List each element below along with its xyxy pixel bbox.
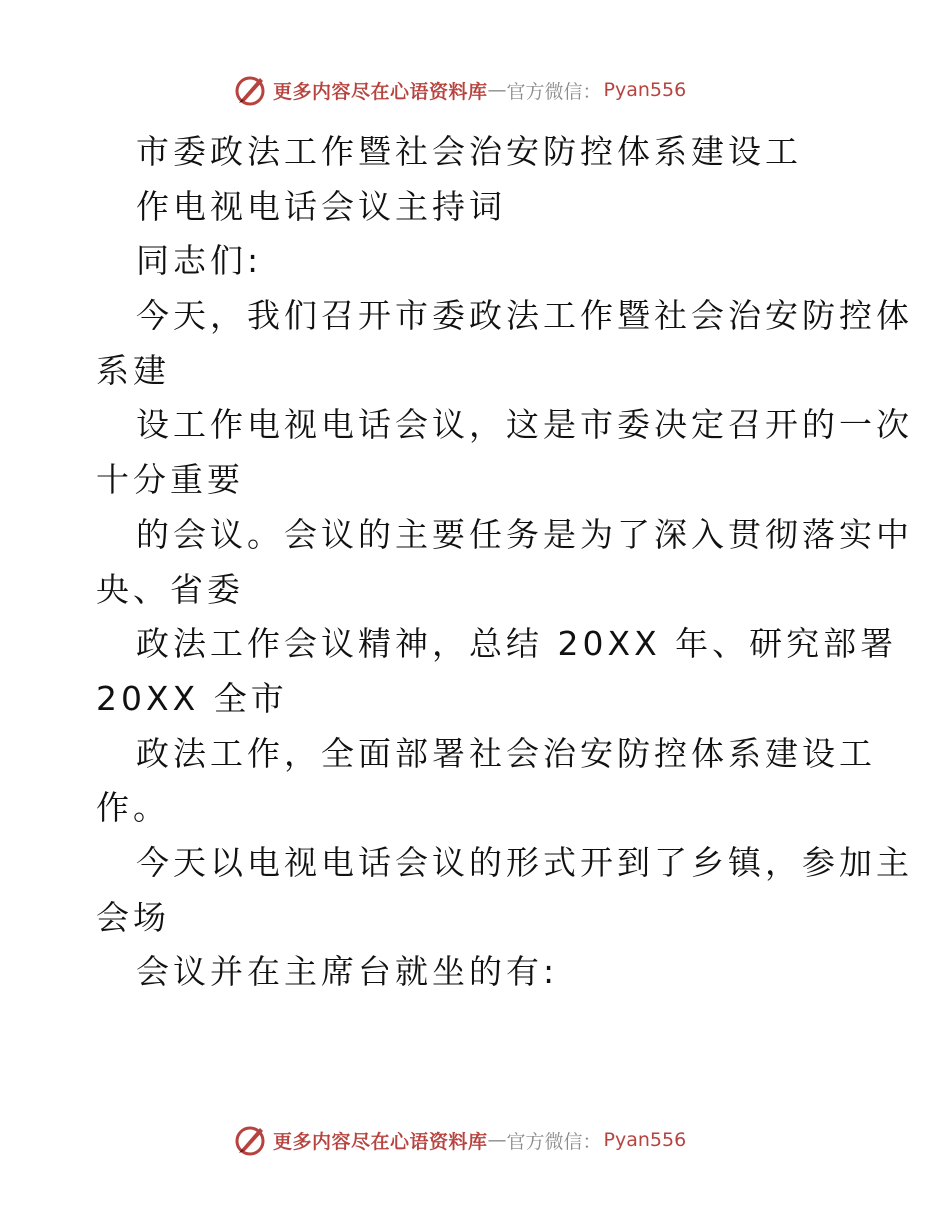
paragraph-line: 作。 [96, 788, 170, 828]
quill-pen-circle-icon [233, 1122, 269, 1158]
paragraph-line: 的会议。会议的主要任务是为了深入贯彻落实中 [136, 514, 913, 554]
paragraph-line: 系建 [96, 350, 170, 390]
paragraph-line: 会议并在主席台就坐的有: [136, 952, 559, 992]
paragraph-line: 央、省委 [96, 569, 244, 609]
paragraph-line: 设工作电视电话会议，这是市委决定召开的一次 [136, 405, 913, 445]
banner-account: Pyan556 [603, 79, 687, 101]
paragraph-line: 20XX 全市 [96, 678, 288, 718]
banner-dash: — [487, 79, 507, 101]
quill-pen-circle-icon [233, 72, 269, 108]
document-body [96, 125, 913, 1000]
paragraph-line: 今天，我们召开市委政法工作暨社会治安防控体 [136, 296, 913, 336]
banner-account: Pyan556 [603, 1129, 687, 1151]
banner-primary-text: 更多内容尽在心语资料库 [273, 1130, 488, 1153]
paragraph-line: 会场 [96, 897, 170, 937]
title-line-2: 作电视电话会议主持词 [136, 186, 506, 226]
banner-dash: — [487, 1129, 507, 1151]
banner-secondary-text: 官方微信： [506, 80, 602, 103]
banner-secondary-text: 官方微信： [506, 1130, 602, 1153]
header-banner [233, 70, 686, 110]
paragraph-line: 今天以电视电话会议的形式开到了乡镇，参加主 [136, 842, 913, 882]
title-line-1: 市委政法工作暨社会治安防控体系建设工 [136, 132, 802, 171]
paragraph-line: 政法工作，全面部署社会治安防控体系建设工 [136, 733, 876, 773]
paragraph-line: 政法工作会议精神，总结 20XX 年、研究部署 [136, 624, 898, 664]
banner-primary-text: 更多内容尽在心语资料库 [273, 80, 488, 103]
salutation: 同志们: [136, 241, 263, 281]
paragraph-line: 十分重要 [96, 460, 244, 500]
footer-banner [233, 1120, 686, 1160]
